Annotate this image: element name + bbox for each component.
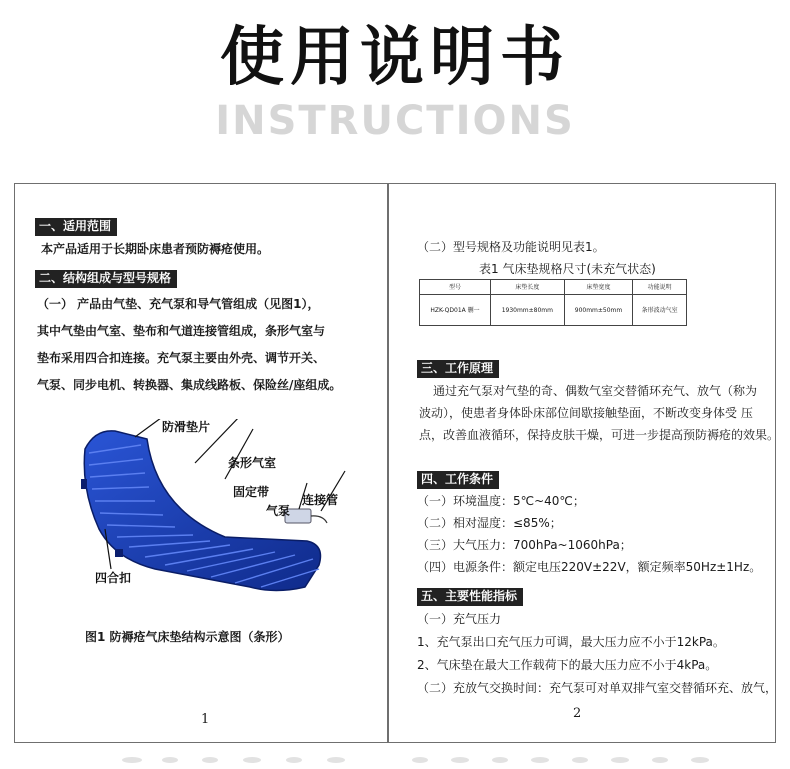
label-connector-tube: 连接管 [302, 493, 339, 507]
section-heading-principle: 三、工作原理 [417, 360, 499, 378]
performance-line: 2、气床垫在最大工作载荷下的最大压力应不小于4kPa。 [417, 658, 718, 672]
table-header-cell: 床垫长度 [491, 280, 565, 295]
structure-line: 其中气垫由气室、垫布和气道连接管组成，条形气室与 [37, 324, 326, 338]
principle-line: 波动），使患者身体卧床部位间歇接触垫面，不断改变身体受 压 [419, 406, 753, 420]
section-heading-scope: 一、适用范围 [35, 218, 117, 236]
manual-page-left [14, 183, 388, 743]
label-strip-air-cell: 条形气室 [228, 456, 277, 470]
table-cell: 1930mm±80mm [491, 295, 565, 326]
label-snap-button: 四合扣 [95, 571, 132, 585]
scope-text: 本产品适用于长期卧床患者预防褥疮使用。 [41, 242, 270, 256]
table-cell: 条形波动气室 [633, 295, 687, 326]
page-number-left: 1 [201, 712, 210, 727]
structure-line: 垫布采用四合扣连接。充气泵主要由外壳、调节开关、 [37, 351, 326, 365]
table-title: 表1 气床垫规格尺寸(未充气状态) [479, 262, 656, 276]
page-number-right: 2 [573, 706, 582, 721]
condition-line: （四）电源条件：额定电压220V±22V，额定频率50Hz±1Hz。 [417, 560, 762, 574]
principle-line: 点，改善血液循环，保持皮肤干燥，可进一步提高预防褥疮的效果。 [419, 428, 780, 442]
page-subtitle: INSTRUCTIONS [215, 98, 575, 144]
table-header-cell: 功能说明 [633, 280, 687, 295]
spec-intro-text: （二）型号规格及功能说明见表1。 [417, 240, 605, 254]
condition-line: （二）相对湿度：≤85%； [417, 516, 562, 530]
table-header-cell: 床垫宽度 [564, 280, 633, 295]
page-title: 使用说明书 [220, 21, 570, 95]
table-header-cell: 型号 [420, 280, 491, 295]
label-air-pump: 气泵 [266, 504, 291, 518]
figure-caption: 图1 防褥疮气床垫结构示意图（条形） [85, 630, 290, 644]
label-anti-slip-pad: 防滑垫片 [162, 420, 211, 434]
table-cell: HZK-QD01A 删一 [420, 295, 491, 326]
performance-line: （一）充气压力 [417, 612, 502, 626]
manual-page-right [388, 183, 780, 743]
label-fixing-strap: 固定带 [233, 485, 270, 499]
performance-line: 1、充气泵出口充气压力可调，最大压力应不小于12kPa。 [417, 635, 725, 649]
condition-line: （三）大气压力：700hPa~1060hPa； [417, 538, 632, 552]
spec-table [419, 279, 687, 326]
principle-line: 通过充气泵对气垫的奇、偶数气室交替循环充气、放气（称为 [433, 384, 758, 398]
section-heading-structure: 二、结构组成与型号规格 [35, 270, 177, 288]
performance-line: （二）充放气交换时间：充气泵可对单双排气室交替循环充、放气， [417, 681, 778, 695]
structure-line: 气泵、同步电机、转换器、集成线路板、保险丝/座组成。 [37, 378, 342, 392]
section-heading-performance: 五、主要性能指标 [417, 588, 523, 606]
structure-line: （一） 产品由气垫、充气泵和导气管组成（见图1）， [37, 297, 320, 311]
table-cell: 900mm±50mm [564, 295, 633, 326]
bottom-decoration [0, 752, 790, 766]
condition-line: （一）环境温度：5℃~40℃； [417, 494, 585, 508]
section-heading-conditions: 四、工作条件 [417, 471, 499, 489]
